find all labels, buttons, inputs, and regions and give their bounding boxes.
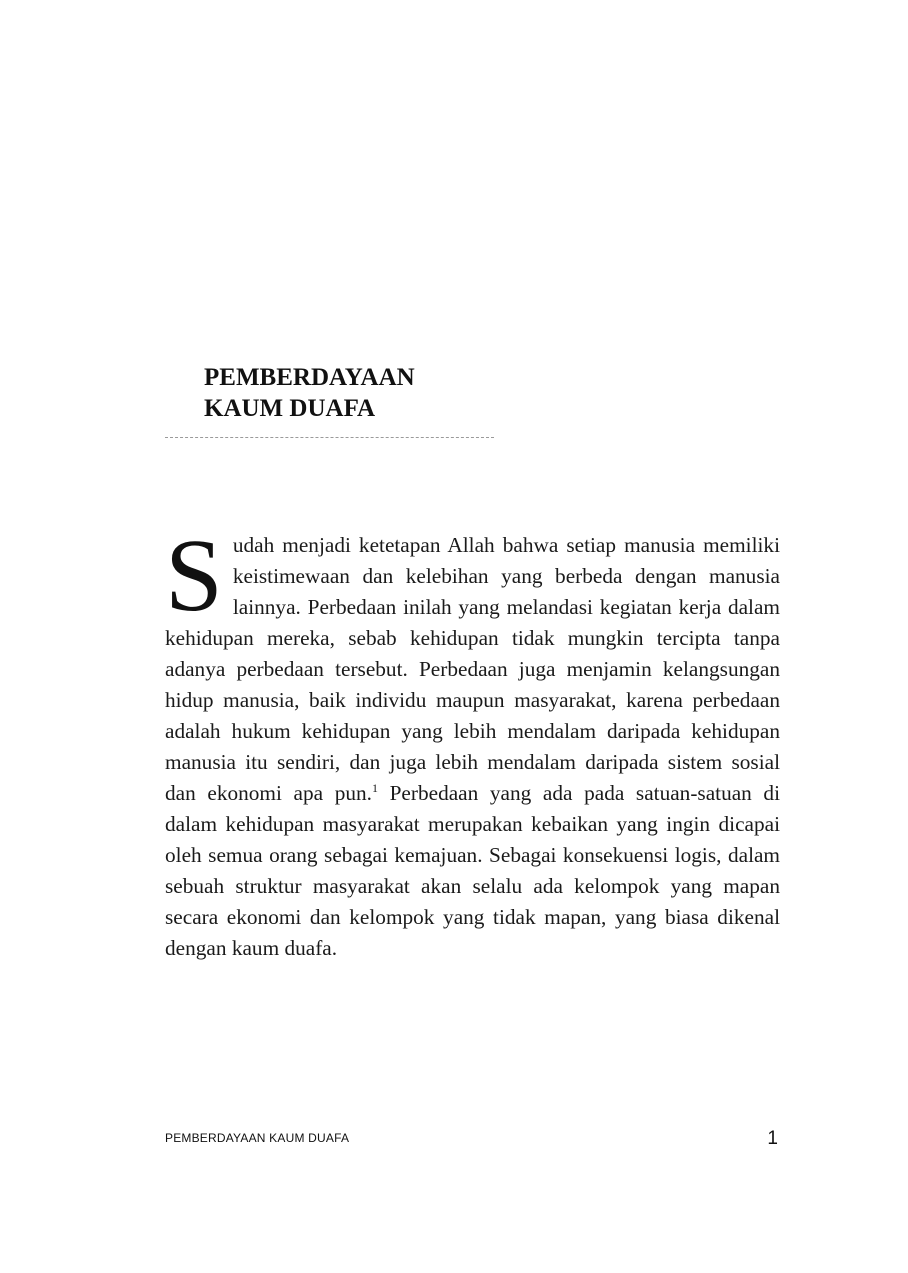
chapter-title-line-1: PEMBERDAYAAN [204,364,415,391]
chapter-title-line-2: KAUM DUAFA [204,395,376,422]
paragraph-text-part-1: udah menjadi ketetapan Allah bahwa setiap manusia memiliki keistimewaan dan kelebihan yang berbeda dengan manusia lainnya. Perbedaan inilah yang melandasi kegiatan kerja dalam kehidupan mereka, sebab kehidupan tidak mungkin tercipta tanpa adanya perbedaan tersebut. Perbedaan juga menjamin kelangsungan hidup manusia, baik individu maupun masyarakat, karena perbedaan adalah hukum kehidupan yang lebih mendalam daripada kehidupan manusia itu sendiri, dan juga lebih mendalam daripada sistem sosial dan ekonomi apa pun. [165,533,780,805]
body-paragraph [165,518,781,964]
drop-cap: S [165,518,223,633]
paragraph-text-part-2: Perbedaan yang ada pada satuan-satuan di dalam kehidupan masyarakat merupakan kebaikan yang ingin dicapai oleh semua orang sebagai kemajuan. Sebagai konsekuensi logis, dalam sebuah struktur masyarakat akan selalu ada kelompok yang mapan secara ekonomi dan kelompok yang tidak mapan, yang biasa dikenal dengan kaum duafa. [165,781,781,960]
page-number: 1 [767,1128,778,1149]
title-divider [165,437,494,438]
footnote-reference[interactable]: 1 [371,780,378,795]
running-footer-title: PEMBERDAYAAN KAUM DUAFA [165,1131,350,1145]
chapter-title [204,362,524,424]
